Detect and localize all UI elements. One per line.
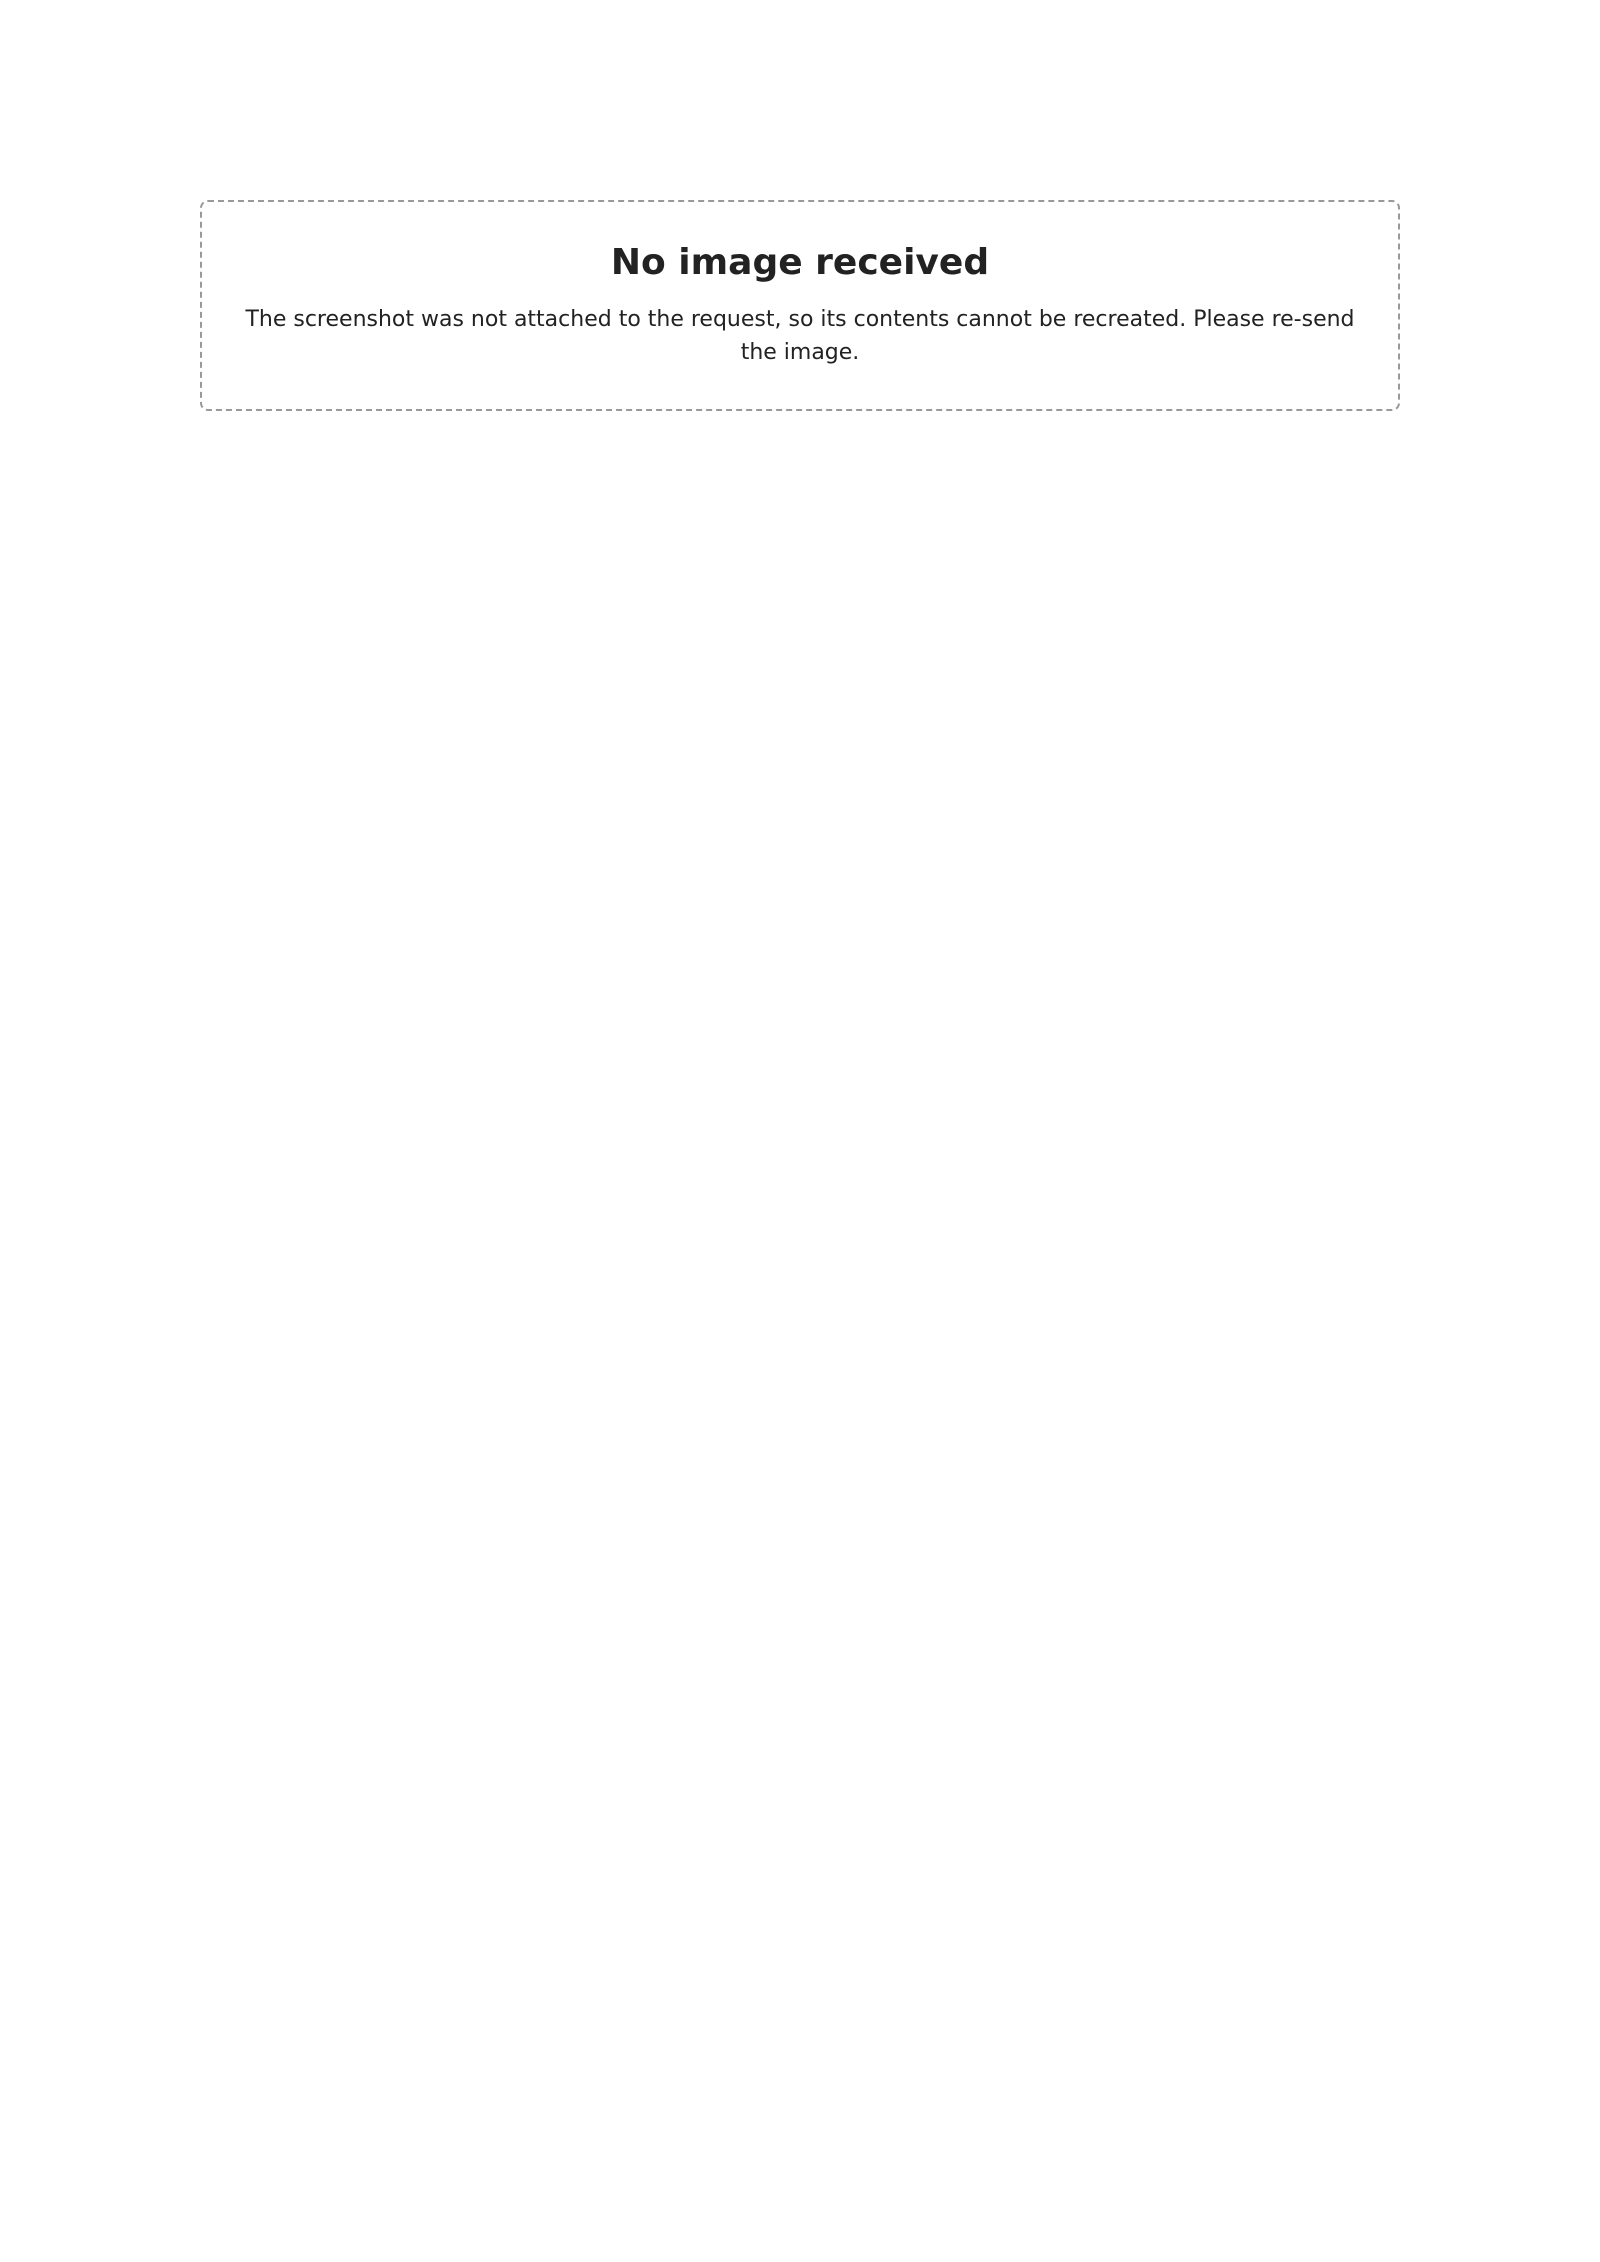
notice-title: No image received [610, 242, 990, 283]
missing-image-notice [200, 200, 1400, 411]
notice-body: The screenshot was not attached to the request, so its contents cannot be recreated. Please re-send the image. [245, 307, 1355, 365]
